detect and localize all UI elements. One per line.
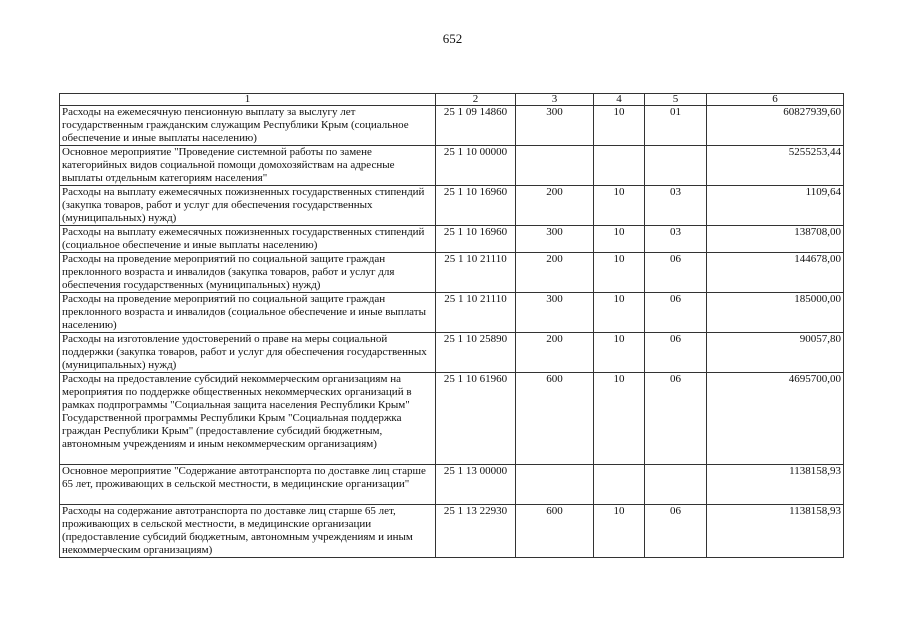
row-expense-type: 300 <box>516 226 594 253</box>
column-header: 6 <box>707 94 844 106</box>
page-number: 652 <box>442 31 463 46</box>
row-subsection <box>645 465 707 505</box>
row-subsection: 06 <box>645 293 707 333</box>
row-sum: 4695700,00 <box>707 373 844 465</box>
row-target-code: 25 1 13 00000 <box>436 465 516 505</box>
row-sum: 144678,00 <box>707 253 844 293</box>
table-row <box>60 333 844 373</box>
row-name: Расходы на ежемесячную пенсионную выплату за выслугу лет государственным гражданским служащим Республики Крым (социальное обеспечение и иные выплаты населению) <box>60 106 436 146</box>
row-sum: 5255253,44 <box>707 146 844 186</box>
row-subsection: 06 <box>645 333 707 373</box>
row-name: Расходы на проведение мероприятий по социальной защите граждан преклонного возраста и инвалидов (закупка товаров, работ и услуг для обеспечения государственных (муниципальных) нужд) <box>60 253 436 293</box>
budget-table <box>59 93 844 558</box>
table-row <box>60 186 844 226</box>
row-target-code: 25 1 10 16960 <box>436 226 516 253</box>
row-section <box>594 465 645 505</box>
row-target-code: 25 1 13 22930 <box>436 505 516 558</box>
row-subsection: 01 <box>645 106 707 146</box>
row-name: Расходы на проведение мероприятий по социальной защите граждан преклонного возраста и инвалидов (социальное обеспечение и иные выплаты населению) <box>60 293 436 333</box>
row-expense-type: 200 <box>516 333 594 373</box>
row-target-code: 25 1 10 21110 <box>436 253 516 293</box>
row-expense-type <box>516 465 594 505</box>
row-sum: 60827939,60 <box>707 106 844 146</box>
table-row <box>60 146 844 186</box>
row-target-code: 25 1 09 14860 <box>436 106 516 146</box>
row-expense-type: 600 <box>516 373 594 465</box>
table-row <box>60 106 844 146</box>
row-expense-type: 600 <box>516 505 594 558</box>
row-target-code: 25 1 10 61960 <box>436 373 516 465</box>
table-row <box>60 253 844 293</box>
row-name: Расходы на предоставление субсидий некоммерческим организациям на мероприятия по поддержке общественных некоммерческих организаций в рамках подпрограммы "Социальная защита населения Республики Крым" Государственной программы Республики Крым "Социальная поддержка граждан Республики Крым" (предоставление субсидий бюджетным, автономным учреждениям и иным некоммерческим организациям) <box>60 373 436 465</box>
column-header: 2 <box>436 94 516 106</box>
row-section: 10 <box>594 373 645 465</box>
row-name: Основное мероприятие "Содержание автотранспорта по доставке лиц старше 65 лет, проживающих в сельской местности, в медицинские организации" <box>60 465 436 505</box>
row-name: Расходы на изготовление удостоверений о праве на меры социальной поддержки (закупка товаров, работ и услуг для обеспечения государственных (муниципальных) нужд) <box>60 333 436 373</box>
row-expense-type: 200 <box>516 186 594 226</box>
table-row <box>60 505 844 558</box>
row-subsection: 06 <box>645 373 707 465</box>
row-name: Расходы на содержание автотранспорта по доставке лиц старше 65 лет, проживающих в сельской местности, в медицинские организации (предоставление субсидий бюджетным, автономным учреждениям и иным некоммерческим организациям) <box>60 505 436 558</box>
row-subsection: 03 <box>645 186 707 226</box>
row-section: 10 <box>594 186 645 226</box>
table-row <box>60 226 844 253</box>
column-header: 3 <box>516 94 594 106</box>
row-sum: 138708,00 <box>707 226 844 253</box>
row-section: 10 <box>594 106 645 146</box>
row-sum: 90057,80 <box>707 333 844 373</box>
row-expense-type <box>516 146 594 186</box>
row-expense-type: 200 <box>516 253 594 293</box>
header-row <box>60 94 844 106</box>
column-header: 5 <box>645 94 707 106</box>
row-subsection <box>645 146 707 186</box>
column-header: 4 <box>594 94 645 106</box>
row-name: Основное мероприятие "Проведение системной работы по замене категорийных видов социальной помощи домохозяйствам на адресные выплаты отдельным категориям населения" <box>60 146 436 186</box>
row-name: Расходы на выплату ежемесячных пожизненных государственных стипендий (закупка товаров, работ и услуг для обеспечения государственных (муниципальных) нужд) <box>60 186 436 226</box>
row-target-code: 25 1 10 21110 <box>436 293 516 333</box>
column-header: 1 <box>60 94 436 106</box>
row-section: 10 <box>594 333 645 373</box>
row-sum: 1109,64 <box>707 186 844 226</box>
row-sum: 1138158,93 <box>707 505 844 558</box>
row-sum: 185000,00 <box>707 293 844 333</box>
row-section: 10 <box>594 226 645 253</box>
row-sum: 1138158,93 <box>707 465 844 505</box>
table-row <box>60 465 844 505</box>
row-section: 10 <box>594 505 645 558</box>
table-row <box>60 373 844 465</box>
row-target-code: 25 1 10 16960 <box>436 186 516 226</box>
row-name: Расходы на выплату ежемесячных пожизненных государственных стипендий (социальное обеспечение и иные выплаты населению) <box>60 226 436 253</box>
row-subsection: 03 <box>645 226 707 253</box>
row-section: 10 <box>594 293 645 333</box>
row-target-code: 25 1 10 00000 <box>436 146 516 186</box>
row-subsection: 06 <box>645 505 707 558</box>
row-section <box>594 146 645 186</box>
table-row <box>60 293 844 333</box>
row-subsection: 06 <box>645 253 707 293</box>
row-expense-type: 300 <box>516 293 594 333</box>
row-section: 10 <box>594 253 645 293</box>
row-expense-type: 300 <box>516 106 594 146</box>
row-target-code: 25 1 10 25890 <box>436 333 516 373</box>
